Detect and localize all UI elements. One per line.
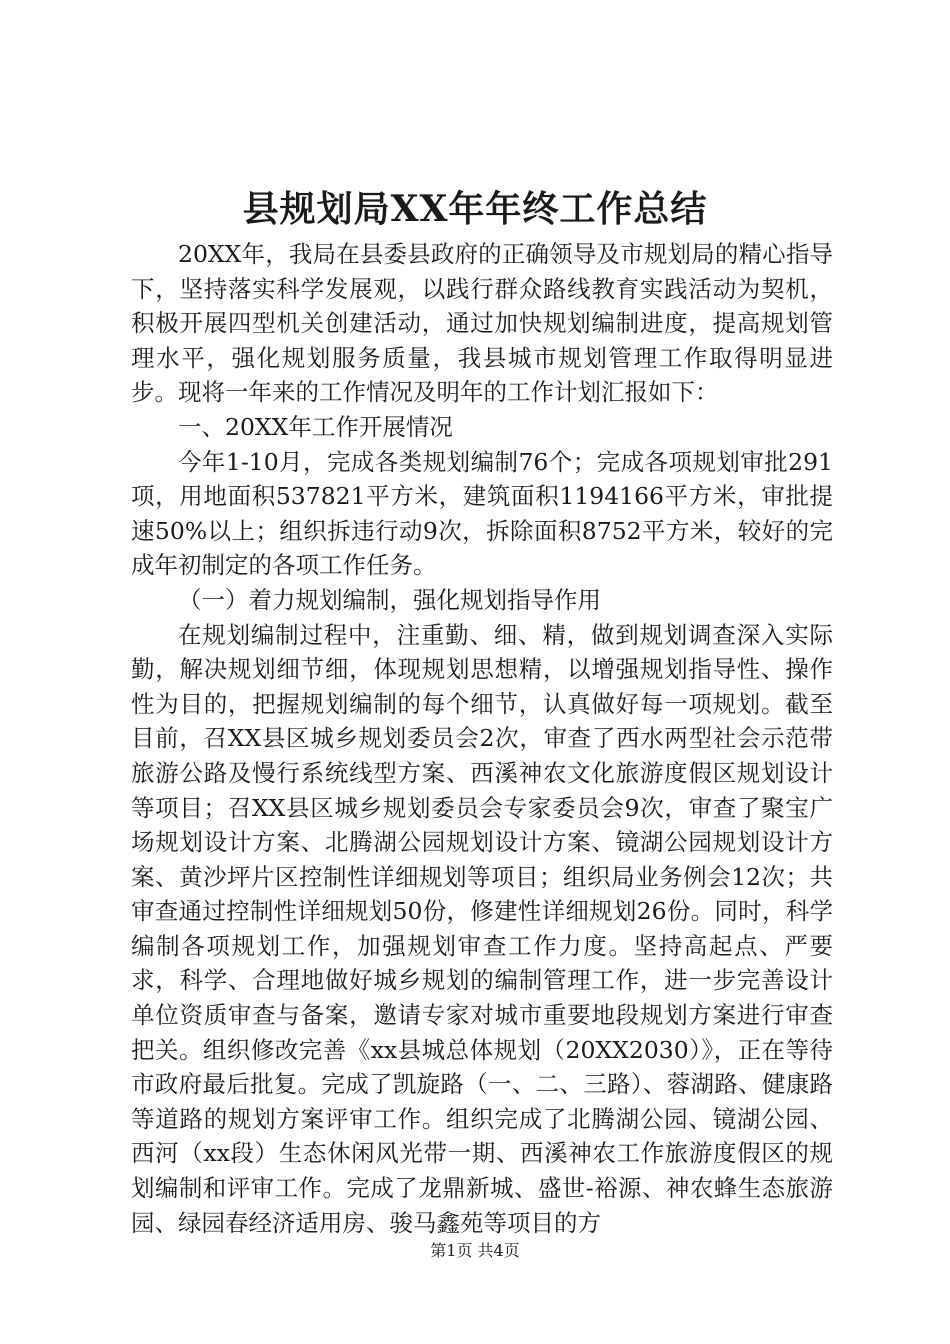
document-title: 县规划局XX年年终工作总结	[242, 188, 708, 230]
section-heading-1: 一、20XX年工作开展情况	[178, 412, 453, 441]
page-number-footer: 第1页 共4页	[430, 1241, 520, 1260]
intro-paragraph: 20XX年，我局在县委县政府的正确领导及市规划局的精心指导下，坚持落实科学发展观，以践行群众路线教育实践活动为契机，积极开展四型机关创建活动，通过加快规划编制进度，提高规划管理水平，强化规划服务质量，我县城市规划管理工作取得明显进步。现将一年来的工作情况及明年的工作计划汇报如下：	[131, 240, 833, 407]
document-body	[131, 237, 833, 1240]
subsection-heading-1: （一）着力规划编制，强化规划指导作用	[178, 585, 601, 614]
planning-paragraph: 在规划编制过程中，注重勤、细、精，做到规划调查深入实际勤，解决规划细节细，体现规划思想精，以增强规划指导性、操作性为目的，把握规划编制的每个细节，认真做好每一项规划。截至目前，召XX县区城乡规划委员会2次，审查了西水两型社会示范带旅游公路及慢行系统线型方案、西溪神农文化旅游度假区规划设计等项目；召XX县区城乡规划委员会专家委员会9次，审查了聚宝广场规划设计方案、北腾湖公园规划设计方案、镜湖公园规划设计方案、黄沙坪片区控制性详细规划等项目；组织局业务例会12次；共审查通过控制性详细规划50份，修建性详细规划26份。同时，科学编制各项规划工作，加强规划审查工作力度。坚持高起点、严要求，科学、合理地做好城乡规划的编制管理工作，进一步完善设计单位资质审查与备案，邀请专家对城市重要地段规划方案进行审查把关。组织修改完善《xx县城总体规划（20XX2030）》，正在等待市政府最后批复。完成了凯旋路（一、二、三路）、蓉湖路、健康路等道路的规划方案评审工作。组织完成了北腾湖公园、镜湖公园、西河（xx段）生态休闲风光带一期、西溪神农工作旅游度假区的规划编制和评审工作。完成了龙鼎新城、盛世-裕源、神农蜂生态旅游园、绿园春经济适用房、骏马鑫苑等项目的方	[131, 620, 833, 1237]
summary-paragraph: 今年1-10月，完成各类规划编制76个；完成各项规划审批291项，用地面积537821平方米，建筑面积1194166平方米，审批提速50%以上；组织拆违行动9次，拆除面积8752平方米，较好的完成年初制定的各项工作任务。	[131, 447, 833, 580]
